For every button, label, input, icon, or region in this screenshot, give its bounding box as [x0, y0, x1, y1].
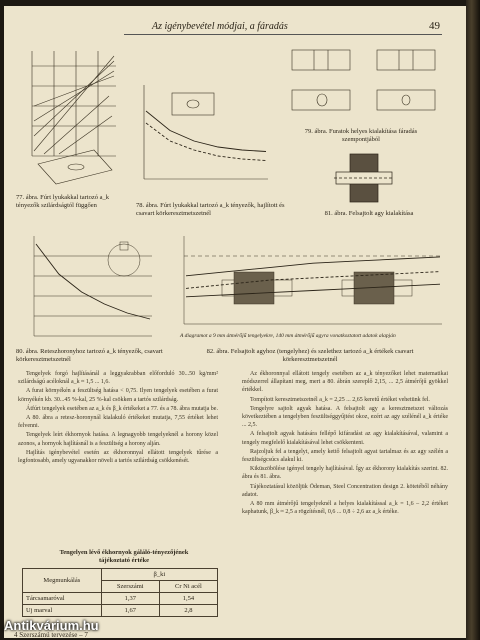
table-cell: 1,37: [101, 593, 159, 605]
series-line: [146, 123, 266, 161]
fig82-note: A diagramot a 9 mm átmérőjű tengelyekre, 140 mm átmérőjű agyra vonatkoztatott adatok alapján: [180, 333, 396, 339]
left-column-text: [18, 370, 218, 546]
fig79-drawing: [282, 42, 442, 122]
paragraph: A furat környékén a feszültség hatása < 0,75. Ilyen tengelyek esetében a furat környékén kb. 30...45 %-kal, 25 %-kal csökken a tartós szilárdság.: [18, 388, 218, 403]
paragraph: Tengelyre sajtolt agyak hatása. A felsajtolt agy a keresztmetszet változás következtében a tengelyben feszültséggyűjtést okoz, ezért az agy szélénél a_k értéke ... 2,5.: [242, 405, 448, 429]
table-header-row: [23, 569, 218, 581]
series-line: [36, 244, 150, 319]
fig80-chart: [24, 232, 154, 342]
table-cell: 1,67: [101, 605, 159, 617]
paragraph: Az ékhoronnyal ellátott tengely esetében az a_k tényezőket lehet matematikai módszerrel állapítani meg, mert a 80. ábrán szereplő 2,15, ... 2,5 átmérőjű gyökkel értékkel.: [242, 371, 448, 394]
fig77-caption: 77. ábra. Fúrt lyukakkal tartozó a_k tényezők szilárdságtól függően: [16, 194, 109, 209]
header-title: Az igénybevétel módjai, a fáradás: [152, 21, 288, 32]
paragraph: Tompított keresztmetszetnél a_k = 2,25 ... 2,65 keretű értéket vehetünk fel.: [250, 396, 430, 403]
fig79-caption: 79. ábra. Furatok helyes kialakítása fáradás szempontjából: [304, 128, 418, 143]
paragraph: A 80 mm átmérőjű tengelyeknél a helyes kialakítással a_k = 1,6 – 2,2 értéket kaphatunk, β_k ≈ 2,5 a rögzítésnél, 0,6 ... 0,8 ÷ 2,6 az a_k értéke.: [242, 501, 448, 516]
watermark: Antikvárium.hu: [4, 618, 99, 633]
paragraph: A 80. ábra a retesz-horonynál kialakuló értékeket mutatja, 7,55 értéket lehet felvenni.: [18, 415, 218, 430]
fig80-caption: 80. ábra. Reteszhoronyhoz tartozó a_k tényezők, csavart körkeresztmetszetnél: [16, 348, 163, 363]
data-table: [22, 568, 218, 617]
paragraph: Átfúrt tengelyek esetében az a_k és β_k értékeket a 77. és a 78. ábra mutatja be.: [26, 405, 218, 412]
table-row: [23, 605, 218, 617]
table-header-cell: β_ki: [101, 569, 217, 581]
fig81-drawing: [334, 148, 394, 208]
table-row: [23, 593, 218, 605]
table-cell: Uj marval: [23, 605, 102, 617]
paragraph: Rajzoljuk fel a tengelyt, amely kettő felsajtolt agyat tartalmaz és az agy szélén a feszültségcsúcs alakul ki.: [242, 448, 448, 464]
fig78-chart: [132, 81, 272, 186]
book-page: [4, 6, 466, 638]
paragraph: Hajlítás igénybevétel esetén az ékhoronnyal ellátott tengelyek tűrése a legfontosabb, amely ugyanakkor növeli a tartós szilárdság csökkenését.: [18, 449, 218, 465]
table-cell: Tárcsamaróval: [23, 593, 102, 605]
table-header-cell: Megmunkálás: [23, 569, 102, 593]
table-cell: 2,8: [159, 605, 217, 617]
paragraph: A felsajtolt agyak hatására fellépő kifáradást az agy kialakításával, valamint a tengely megfelelő kialakításával lehet csökkenteni.: [242, 431, 448, 446]
page-footer: 4 Szerszámú tervezése – 7: [14, 631, 88, 638]
fig77-nomogram: [24, 46, 124, 186]
fig82-chart: [172, 232, 444, 332]
fig82-caption: 82. ábra. Felsajtolt agyhoz (tengelyhez) és szelethez tartozó a_k értékek csavart körkeresztmetszetnél: [206, 348, 414, 363]
paragraph: Tájékoztatásul közöljük Ödeman, Steel Concentration design 2. kötetéből néhány adatot.: [242, 483, 448, 498]
series-line: [186, 257, 440, 276]
right-column-text: [242, 370, 448, 628]
fig81-caption: 81. ábra. Felsajtolt agy kialakítása: [324, 210, 414, 217]
table-title: Tengelyen lévő ékhornyok gáláló-tényezőjének tájékoztató értéke: [59, 549, 189, 564]
fig78-caption: 78. ábra. Fúrt lyukakkal tartozó a_k tényezők, hajlított és csavart körkeresztmetszetnél: [136, 202, 285, 217]
table-header-cell: Cr Ni acél: [159, 581, 217, 593]
page-number: 49: [429, 20, 440, 32]
paragraph: Kiküszöbölése igényel tengely hajlításával. Így az ékhorony kialakítás szerint. 82. ábra és 81. ábra.: [242, 466, 448, 481]
series-line: [186, 284, 440, 297]
series-line: [146, 111, 266, 152]
running-header: [124, 20, 442, 35]
book-spine: [466, 0, 480, 640]
paragraph: Tengelyek forgó hajlításánál a leggyakrabban előforduló 30...50 kg/mm² szilárdságú acéloknál a_k ≈ 1,5 ... 1,6.: [18, 371, 218, 386]
paragraph: Tengelyek leírt ékhornyok hatása. A legnagyobb tengelyeknél a horony közel azonos, a hornyok hajlításnál is a feszültség a horony alján.: [18, 432, 218, 447]
table-header-cell: Szerszámi: [101, 581, 159, 593]
table-cell: 1,54: [159, 593, 217, 605]
